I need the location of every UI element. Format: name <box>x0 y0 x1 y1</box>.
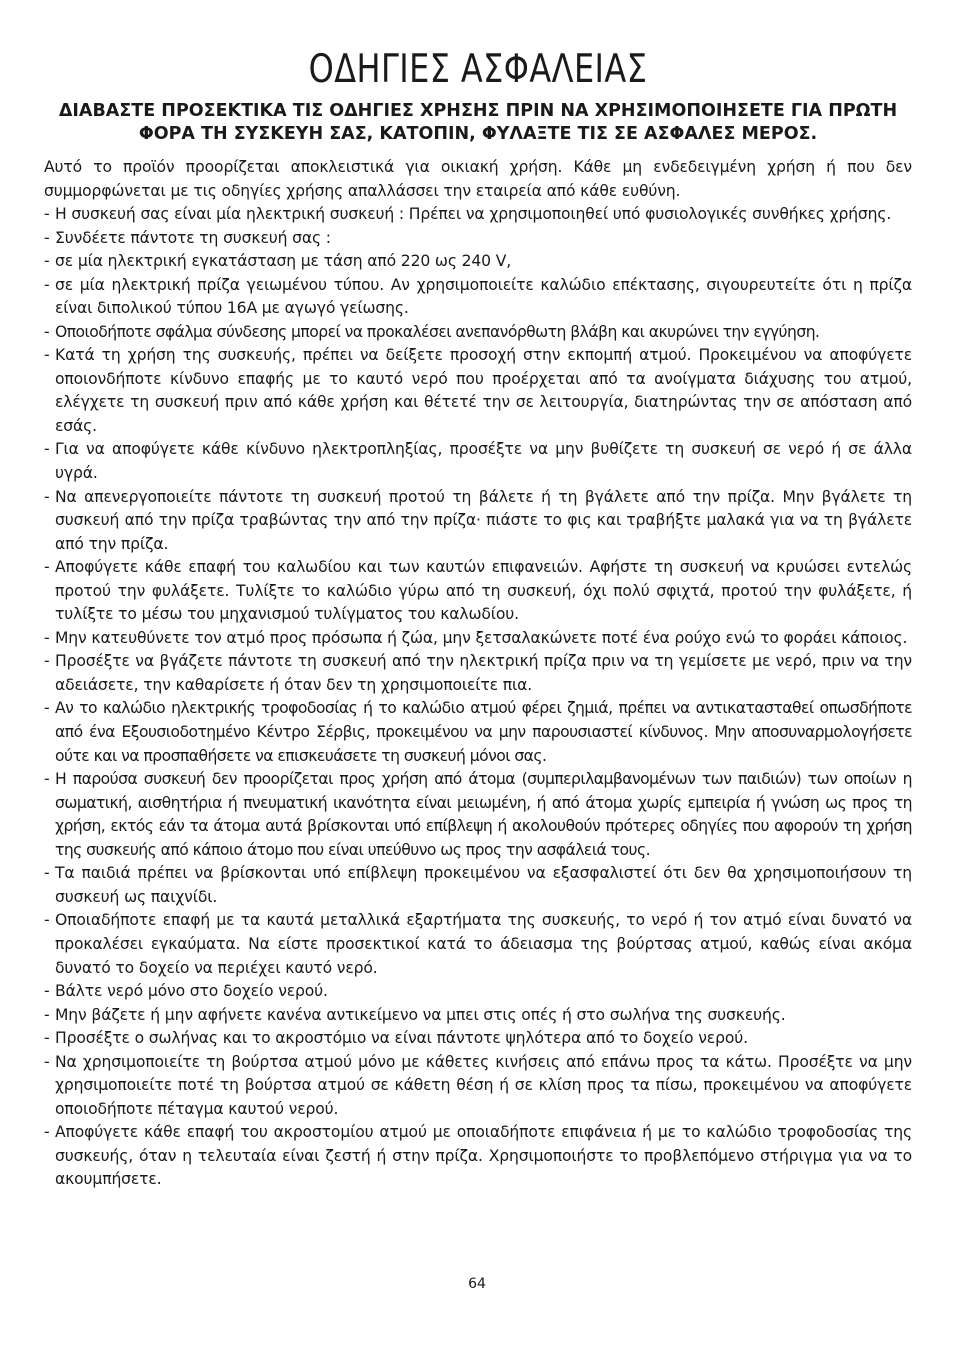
page-title: ΟΔΗΓΙΕΣ ΑΣΦΑΛΕΙΑΣ <box>308 47 648 92</box>
list-item <box>44 627 912 651</box>
page-subtitle: ΔΙΑΒΑΣΤΕ ΠΡΟΣΕΚΤΙΚΑ ΤΙΣ ΟΔΗΓΙΕΣ ΧΡΗΣΗΣ ΠΡΙΝ ΝΑ ΧΡΗΣΙΜΟΠΟΙΗΣΕΤΕ ΓΙΑ ΠΡΩΤΗ ΦΟΡΑ ΤΗ ΣΥΣΚΕΥΗ ΣΑΣ, ΚΑΤΟΠΙΝ, ΦΥΛΑΞΤΕ ΤΙΣ ΣΕ ΑΣΦΑΛΕΣ ΜΕΡΟΣ. <box>58 101 898 144</box>
list-item-text: Κατά τη χρήση της συσκευής, πρέπει να δείξετε προσοχή στην εκπομπή ατμού. Προκειμένου να αποφύγετε οποιονδήποτε κίνδυνο επαφής με το καυτό νερό που προέρχεται από τα ανοίγματα διάχυσης του ατμού, ελέγχετε τη συσκευή πριν από κάθε χρήση και θέτετέ την σε λειτουργία, διατηρώντας την σε απόσταση από εσάς. <box>55 346 912 435</box>
bullet-dash: - <box>44 699 50 718</box>
list-item-text: Για να αποφύγετε κάθε κίνδυνο ηλεκτροπληξίας, προσέξτε να μην βυθίζετε τη συσκευή σε νερό ή σε άλλα υγρά. <box>55 440 912 483</box>
list-item-text: Η συσκευή σας είναι μία ηλεκτρική συσκευή : Πρέπει να χρησιμοποιηθεί υπό φυσιολογικές συνθήκες χρήσης. <box>55 205 892 223</box>
list-item <box>44 274 912 321</box>
bullet-dash: - <box>44 346 50 365</box>
bullet-dash: - <box>44 1005 50 1024</box>
bullet-dash: - <box>44 205 50 223</box>
list-item <box>44 486 912 557</box>
list-item-text: Προσέξτε ο σωλήνας και το ακροστόμιο να είναι πάντοτε ψηλότερα από το δοχείο νερού. <box>55 1029 748 1048</box>
bullet-dash: - <box>44 982 50 1001</box>
bullet-dash: - <box>44 911 50 930</box>
bullet-dash: - <box>44 864 50 883</box>
list-item-text: Μην κατευθύνετε τον ατμό προς πρόσωπα ή ζώα, μην ξετσαλακώνετε ποτέ ένα ρούχο ενώ το φοράει κάποιος. <box>55 628 908 647</box>
list-item <box>44 250 912 274</box>
list-item <box>44 697 912 768</box>
list-item <box>44 438 912 485</box>
list-item-text: Συνδέετε πάντοτε τη συσκευή σας : <box>55 228 331 247</box>
list-item <box>44 1051 912 1122</box>
list-item-text: Μην βάζετε ή μην αφήνετε κανένα αντικείμενο να μπει στις οπές ή στο σωλήνα της συσκευής. <box>55 1005 786 1024</box>
bullet-dash: - <box>44 1029 50 1048</box>
list-item-text: Αν το καλώδιο ηλεκτρικής τροφοδοσίας ή το καλώδιο ατμού φέρει ζημιά, πρέπει να αντικατασταθεί οπωσδήποτε από ένα Εξουσιοδοτημένο Κέντρο Σέρβις, προκειμένου να μην παρουσιαστεί κίνδυνος. Μην αποσυναρμολογήσετε ούτε και να προσπαθήσετε να επισκευάσετε τη συσκευή μόνοι σας. <box>55 699 912 765</box>
list-item <box>44 344 912 438</box>
list-item-text: Αποφύγετε κάθε επαφή του καλωδίου και των καυτών επιφανειών. Αφήστε τη συσκευή να κρυώσει εντελώς προτού την φυλάξετε. Τυλίξτε το καλώδιο γύρω από τη συσκευή, όχι πολύ σφιχτά, προτού την φυλάξετε, ή τυλίξτε το μέσω του μηχανισμού τυλίγματος του καλωδίου. <box>55 558 912 624</box>
list-item <box>44 556 912 627</box>
list-item <box>44 1004 912 1028</box>
bullet-dash: - <box>44 275 50 294</box>
list-item <box>44 1121 912 1192</box>
bullet-dash: - <box>44 1052 50 1071</box>
bullet-dash: - <box>44 322 50 341</box>
intro-paragraph: Αυτό το προϊόν προορίζεται αποκλειστικά για οικιακή χρήση. Κάθε μη ενδεδειγμένη χρήση ή που δεν συμμορφώνεται με τις οδηγίες χρήσης απαλλάσσει την εταιρεία από κάθε ευθύνη. <box>44 158 912 200</box>
list-item-text: Οποιαδήποτε επαφή με τα καυτά μεταλλικά εξαρτήματα της συσκευής, το νερό ή τον ατμό είναι δυνατό να προκαλέσει εγκαύματα. Να είστε προσεκτικοί κατά το άδειασμα της βούρτσας ατμού, καθώς είναι ακόμα δυνατό το δοχείο να περιέχει καυτό νερό. <box>55 911 912 977</box>
bullet-dash: - <box>44 228 50 247</box>
list-item <box>44 862 912 909</box>
bullet-dash: - <box>44 440 50 459</box>
list-item-text: Τα παιδιά πρέπει να βρίσκονται υπό επίβλεψη προκειμένου να εξασφαλιστεί ότι δεν θα χρησιμοποιήσουν τη συσκευή ως παιχνίδι. <box>55 864 912 906</box>
bullet-dash: - <box>44 558 50 577</box>
bullet-dash: - <box>44 770 50 789</box>
bullet-dash: - <box>44 487 50 506</box>
list-item <box>44 321 912 345</box>
list-item <box>44 768 912 862</box>
bullet-dash: - <box>44 252 50 271</box>
bullet-dash: - <box>44 1123 50 1142</box>
list-item-text: Να χρησιμοποιείτε τη βούρτσα ατμού μόνο με κάθετες κινήσεις από επάνω προς τα κάτω. Προσέξτε να μην χρησιμοποιείτε ποτέ τη βούρτσα ατμού σε κάθετη θέση ή σε κλίση προς τα πίσω, προκειμένου να αποφύγετε οποιοδήποτε πέταγμα καυτού νερού. <box>55 1052 912 1118</box>
list-item <box>44 650 912 697</box>
list-item <box>44 203 912 227</box>
list-item <box>44 227 912 251</box>
list-item-text: Να απενεργοποιείτε πάντοτε τη συσκευή προτού τη βάλετε ή τη βγάλετε από την πρίζα. Μην βγάλετε τη συσκευή από την πρίζα τραβώντας την από την πρίζα· πιάστε το φις και τραβήξτε μαλακά για να τη βγάλετε από την πρίζα. <box>55 487 912 553</box>
list-item-text: Οποιοδήποτε σφάλμα σύνδεσης μπορεί να προκαλέσει ανεπανόρθωτη βλάβη και ακυρώνει την εγγύηση. <box>55 322 820 341</box>
safety-instructions-list <box>44 203 912 1192</box>
list-item <box>44 980 912 1004</box>
list-item <box>44 909 912 980</box>
list-item <box>44 1027 912 1051</box>
bullet-dash: - <box>44 652 50 671</box>
list-item-text: Προσέξτε να βγάζετε πάντοτε τη συσκευή από την ηλεκτρική πρίζα πριν να τη γεμίσετε με νερό, πριν να την αδειάσετε, την καθαρίσετε ή όταν δεν τη χρησιμοποιείτε πια. <box>55 652 912 694</box>
page-content <box>44 42 912 1192</box>
bullet-dash: - <box>44 628 50 647</box>
list-item-text: Η παρούσα συσκευή δεν προορίζεται προς χρήση από άτομα (συμπεριλαμβανομένων των παιδιών) των οποίων η σωματική, αισθητήρια ή πνευματική ικανότητα είναι μειωμένη, ή από άτομα χωρίς εμπειρία ή γνώση ως προς τη χρήση, εκτός εάν τα άτομα αυτά βρίσκονται υπό επίβλεψη ή ακολουθούν πρότερες οδηγίες που αφορούν τη χρήση της συσκευής από κάποιο άτομο που είναι υπεύθυνο ως προς την ασφάλειά τους. <box>55 770 912 859</box>
list-item-text: σε μία ηλεκτρική εγκατάσταση με τάση από 220 ως 240 V, <box>55 252 512 271</box>
list-item-text: Βάλτε νερό μόνο στο δοχείο νερού. <box>55 982 328 1001</box>
list-item-text: Αποφύγετε κάθε επαφή του ακροστομίου ατμού με οποιαδήποτε επιφάνεια ή με το καλώδιο τροφοδοσίας της συσκευής, όταν η τελευταία είναι ζεστή ή στην πρίζα. Χρησιμοποιήστε το προβλεπόμενο στήριγμα για να το ακουμπήσετε. <box>55 1123 912 1189</box>
list-item-text: σε μία ηλεκτρική πρίζα γειωμένου τύπου. Αν χρησιμοποιείτε καλώδιο επέκτασης, σιγουρευτείτε ότι η πρίζα είναι διπολικού τύπου 16A με αγωγό γείωσης. <box>55 275 912 318</box>
page-number: 64 <box>468 1276 486 1292</box>
